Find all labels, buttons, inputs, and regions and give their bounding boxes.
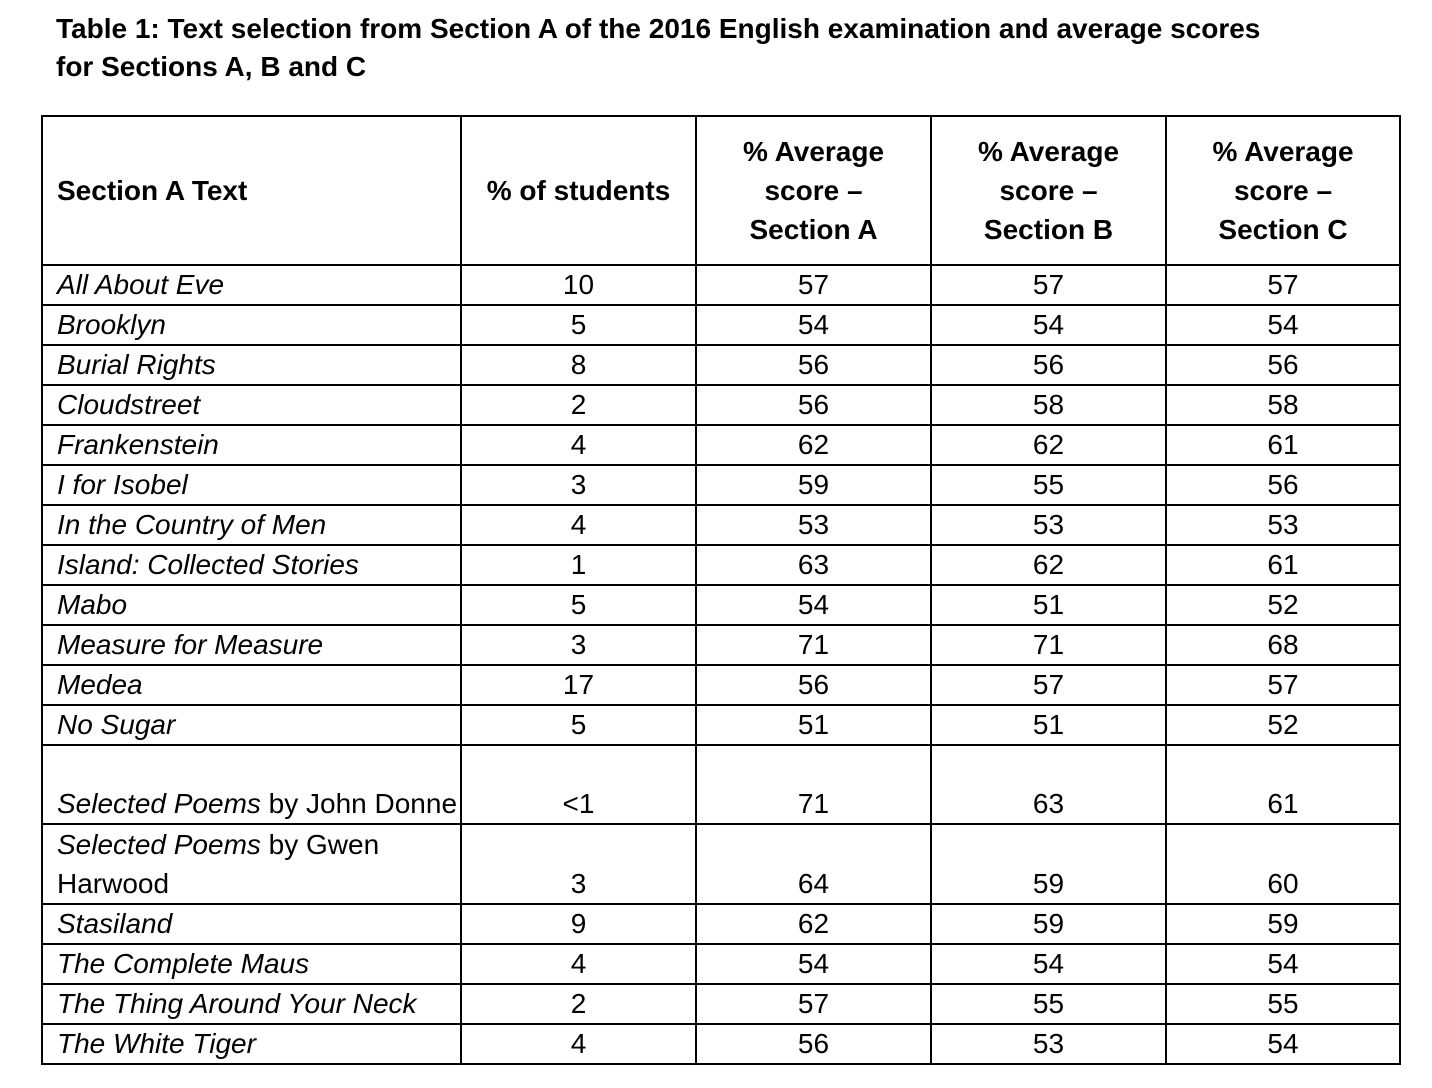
- students-cell: 3: [461, 824, 696, 904]
- text-title-cell: [42, 904, 461, 944]
- section-b-score-cell: 59: [931, 904, 1166, 944]
- table-row: [42, 1024, 1400, 1064]
- table-row: [42, 465, 1400, 505]
- header-line: score –: [764, 175, 863, 206]
- text-title-cell: [42, 585, 461, 625]
- section-a-score-cell: 57: [696, 265, 931, 305]
- table-row: [42, 745, 1400, 824]
- section-a-score-cell: 56: [696, 345, 931, 385]
- text-title: Burial Rights: [57, 349, 216, 380]
- section-b-score-cell: 59: [931, 824, 1166, 904]
- text-title: Mabo: [57, 589, 128, 620]
- section-a-score-cell: 62: [696, 425, 931, 465]
- text-title-cell: [42, 665, 461, 705]
- header-line: score –: [999, 175, 1098, 206]
- students-cell: 10: [461, 265, 696, 305]
- section-b-score-cell: 62: [931, 425, 1166, 465]
- text-author: by Gwen Harwood: [57, 829, 380, 899]
- section-b-score-cell: 57: [931, 265, 1166, 305]
- section-a-score-cell: 56: [696, 385, 931, 425]
- students-cell: 2: [461, 385, 696, 425]
- table-row: [42, 345, 1400, 385]
- section-c-score-cell: 57: [1166, 265, 1400, 305]
- header-line: % Average: [742, 136, 885, 167]
- header-line: % Average: [1212, 136, 1354, 167]
- text-title-cell: [42, 824, 461, 904]
- students-cell: 4: [461, 1024, 696, 1064]
- students-cell: 2: [461, 984, 696, 1024]
- text-title: Brooklyn: [57, 309, 166, 340]
- text-title-cell: [42, 745, 461, 824]
- students-cell: 1: [461, 545, 696, 585]
- section-a-score-cell: 53: [696, 505, 931, 545]
- header-line: Section B: [983, 214, 1114, 245]
- header-line: Section A: [749, 214, 878, 245]
- students-cell: 4: [461, 425, 696, 465]
- students-cell: 5: [461, 305, 696, 345]
- section-a-score-cell: 59: [696, 465, 931, 505]
- section-a-score-cell: 57: [696, 984, 931, 1024]
- header-line: % Average: [977, 136, 1120, 167]
- section-c-score-cell: 61: [1166, 545, 1400, 585]
- section-a-score-cell: 56: [696, 1024, 931, 1064]
- text-title: Measure for Measure: [57, 629, 324, 660]
- text-title-cell: [42, 984, 461, 1024]
- table-row: [42, 705, 1400, 745]
- students-cell: <1: [461, 745, 696, 824]
- section-b-score-cell: 54: [931, 944, 1166, 984]
- table-row: [42, 665, 1400, 705]
- section-c-score-cell: 56: [1166, 465, 1400, 505]
- header-avg-section-a: [696, 116, 931, 265]
- text-title: The Thing Around Your Neck: [57, 988, 417, 1019]
- text-title: In the Country of Men: [57, 509, 327, 540]
- students-cell: 4: [461, 944, 696, 984]
- text-title-cell: [42, 625, 461, 665]
- section-c-score-cell: 57: [1166, 665, 1400, 705]
- caption-line-2: for Sections A, B and C: [56, 51, 367, 82]
- section-a-score-cell: 62: [696, 904, 931, 944]
- table-row: [42, 944, 1400, 984]
- section-b-score-cell: 55: [931, 465, 1166, 505]
- table-row: [42, 984, 1400, 1024]
- section-c-score-cell: 55: [1166, 984, 1400, 1024]
- header-line: Section C: [1218, 214, 1348, 245]
- caption-line-1: Table 1: Text selection from Section A of the 2016 English examination and average scores: [56, 13, 1261, 44]
- header-line: score –: [1233, 175, 1333, 206]
- text-title: Island: Collected Stories: [57, 549, 359, 580]
- section-c-score-cell: 58: [1166, 385, 1400, 425]
- text-title-cell: [42, 505, 461, 545]
- header-percent-students: % of students: [461, 116, 696, 265]
- header-section-a-text: Section A Text: [42, 116, 461, 265]
- text-title: Cloudstreet: [57, 389, 201, 420]
- text-title-cell: [42, 385, 461, 425]
- section-c-score-cell: 68: [1166, 625, 1400, 665]
- section-c-score-cell: 53: [1166, 505, 1400, 545]
- students-cell: 4: [461, 505, 696, 545]
- text-title: I for Isobel: [57, 469, 188, 500]
- text-title: The Complete Maus: [57, 948, 310, 979]
- section-b-score-cell: 63: [931, 745, 1166, 824]
- section-c-score-cell: 54: [1166, 305, 1400, 345]
- text-title: Selected Poems: [57, 829, 261, 860]
- section-a-score-cell: 54: [696, 944, 931, 984]
- text-title: Medea: [57, 669, 143, 700]
- section-b-score-cell: 62: [931, 545, 1166, 585]
- text-title-cell: [42, 465, 461, 505]
- section-c-score-cell: 61: [1166, 425, 1400, 465]
- text-title-cell: [42, 345, 461, 385]
- table-row: [42, 305, 1400, 345]
- table-row: [42, 824, 1400, 904]
- text-title: No Sugar: [57, 709, 176, 740]
- section-c-score-cell: 61: [1166, 745, 1400, 824]
- section-b-score-cell: 57: [931, 665, 1166, 705]
- text-title: Frankenstein: [57, 429, 219, 460]
- section-b-score-cell: 58: [931, 385, 1166, 425]
- section-c-score-cell: 60: [1166, 824, 1400, 904]
- students-cell: 3: [461, 625, 696, 665]
- section-a-score-cell: 51: [696, 705, 931, 745]
- section-b-score-cell: 51: [931, 705, 1166, 745]
- section-a-score-cell: 54: [696, 585, 931, 625]
- section-a-score-cell: 64: [696, 824, 931, 904]
- section-b-score-cell: 56: [931, 345, 1166, 385]
- header-avg-section-c: [1166, 116, 1400, 265]
- text-title: The White Tiger: [57, 1028, 256, 1059]
- results-table: [41, 115, 1401, 1065]
- text-title-cell: [42, 1024, 461, 1064]
- text-author: by John Donne: [260, 788, 458, 819]
- text-title-cell: [42, 425, 461, 465]
- text-title-cell: [42, 265, 461, 305]
- section-b-score-cell: 53: [931, 505, 1166, 545]
- text-title-cell: [42, 305, 461, 345]
- text-title-cell: [42, 944, 461, 984]
- table-row: [42, 385, 1400, 425]
- section-b-score-cell: 55: [931, 984, 1166, 1024]
- table-row: [42, 425, 1400, 465]
- table-row: [42, 904, 1400, 944]
- students-cell: 3: [461, 465, 696, 505]
- students-cell: 8: [461, 345, 696, 385]
- students-cell: 9: [461, 904, 696, 944]
- table-row: [42, 505, 1400, 545]
- section-b-score-cell: 51: [931, 585, 1166, 625]
- table-row: [42, 265, 1400, 305]
- section-c-score-cell: 52: [1166, 705, 1400, 745]
- table-row: [42, 545, 1400, 585]
- table-row: [42, 585, 1400, 625]
- section-a-score-cell: 54: [696, 305, 931, 345]
- header-avg-section-b: [931, 116, 1166, 265]
- students-cell: 17: [461, 665, 696, 705]
- section-a-score-cell: 63: [696, 545, 931, 585]
- table-body: [42, 265, 1400, 1064]
- students-cell: 5: [461, 585, 696, 625]
- section-c-score-cell: 52: [1166, 585, 1400, 625]
- section-b-score-cell: 54: [931, 305, 1166, 345]
- header-row: [42, 116, 1400, 265]
- text-title-cell: [42, 545, 461, 585]
- students-cell: 5: [461, 705, 696, 745]
- table-header: [42, 116, 1400, 265]
- text-title: All About Eve: [57, 269, 225, 300]
- section-c-score-cell: 54: [1166, 944, 1400, 984]
- section-a-score-cell: 71: [696, 625, 931, 665]
- section-b-score-cell: 53: [931, 1024, 1166, 1064]
- text-title: Stasiland: [57, 908, 173, 939]
- section-a-score-cell: 71: [696, 745, 931, 824]
- table-row: [42, 625, 1400, 665]
- section-b-score-cell: 71: [931, 625, 1166, 665]
- table-caption: [56, 10, 1376, 86]
- text-title-cell: [42, 705, 461, 745]
- text-title: Selected Poems: [57, 788, 261, 819]
- section-c-score-cell: 59: [1166, 904, 1400, 944]
- section-c-score-cell: 56: [1166, 345, 1400, 385]
- section-a-score-cell: 56: [696, 665, 931, 705]
- section-c-score-cell: 54: [1166, 1024, 1400, 1064]
